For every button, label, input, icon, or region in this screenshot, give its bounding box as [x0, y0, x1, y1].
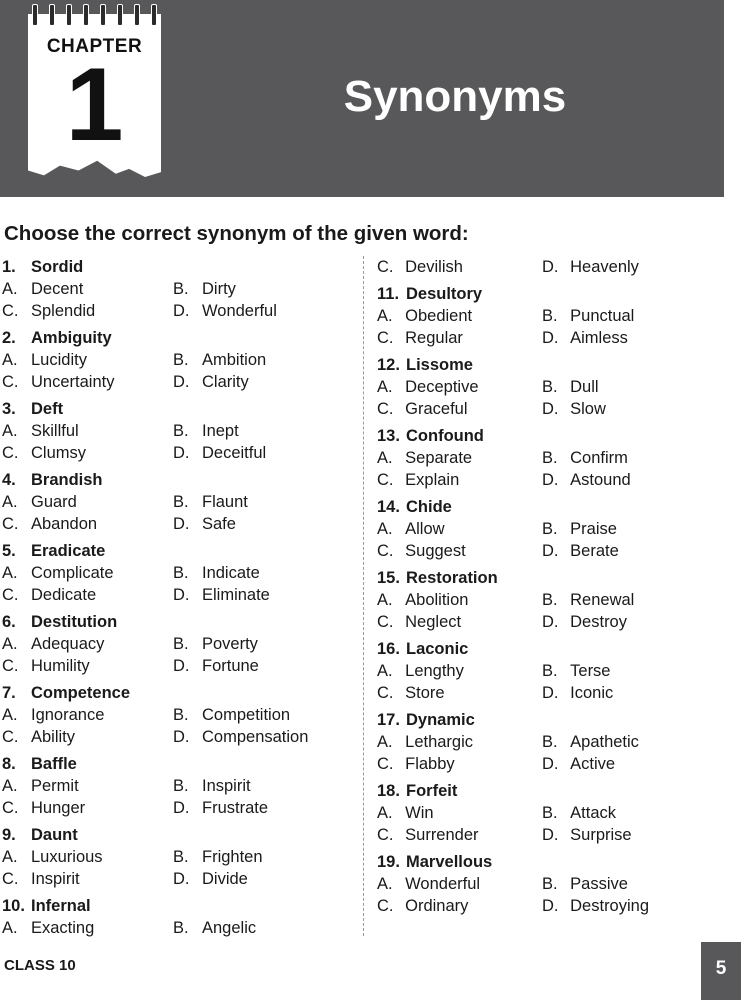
question-head [2, 895, 354, 917]
option-letter: A. [377, 519, 393, 538]
option-text: Dedicate [31, 585, 97, 604]
option-row [2, 797, 354, 819]
option-letter: C. [2, 656, 19, 675]
option-letter: A. [377, 590, 393, 609]
question-number: 12. [377, 355, 400, 374]
question-word: Confound [406, 426, 484, 445]
option-letter: A. [2, 492, 18, 511]
option-text: Attack [570, 803, 616, 822]
option-letter: B. [542, 448, 558, 467]
option-row [2, 562, 354, 584]
option-text: Punctual [570, 306, 635, 325]
option-text: Indicate [202, 563, 260, 582]
question-head [377, 780, 707, 802]
class-label: CLASS 10 [4, 957, 76, 974]
option-letter: A. [2, 776, 18, 795]
option-letter: C. [377, 612, 394, 631]
question-item [377, 709, 707, 775]
question-word: Baffle [31, 754, 77, 773]
option-row [377, 589, 707, 611]
option-text: Surprise [570, 825, 632, 844]
question-number: 1. [2, 257, 16, 276]
option-letter: D. [173, 301, 190, 320]
question-word: Infernal [31, 896, 91, 915]
option-text: Regular [405, 328, 463, 347]
option-text: Inept [202, 421, 239, 440]
option-letter: D. [173, 443, 190, 462]
option-letter: A. [2, 279, 18, 298]
option-row [377, 469, 707, 491]
option-text: Surrender [405, 825, 479, 844]
option-text: Store [405, 683, 445, 702]
question-head [2, 682, 354, 704]
question-head [377, 638, 707, 660]
option-letter: B. [542, 590, 558, 609]
option-text: Suggest [405, 541, 466, 560]
question-head [377, 283, 707, 305]
option-text: Renewal [570, 590, 635, 609]
question-head [377, 709, 707, 731]
option-text: Eliminate [202, 585, 270, 604]
option-letter: D. [173, 798, 190, 817]
question-item [2, 753, 354, 819]
option-row [377, 305, 707, 327]
option-text: Separate [405, 448, 473, 467]
option-text: Skillful [31, 421, 79, 440]
option-text: Ambition [202, 350, 267, 369]
option-letter: B. [173, 492, 189, 511]
option-text: Flabby [405, 754, 455, 773]
question-head [377, 425, 707, 447]
option-row [377, 540, 707, 562]
question-number: 9. [2, 825, 16, 844]
question-word: Ambiguity [31, 328, 112, 347]
option-text: Complicate [31, 563, 114, 582]
option-text: Win [405, 803, 434, 822]
question-head [2, 753, 354, 775]
option-text: Divide [202, 869, 248, 888]
option-text: Neglect [405, 612, 462, 631]
question-item [2, 682, 354, 748]
option-letter: A. [2, 563, 18, 582]
option-letter: A. [377, 377, 393, 396]
option-text: Adequacy [31, 634, 105, 653]
option-text: Deceptive [405, 377, 479, 396]
option-row [2, 349, 354, 371]
option-row [377, 873, 707, 895]
question-item [2, 256, 354, 322]
option-letter: B. [173, 776, 189, 795]
option-text: Permit [31, 776, 79, 795]
option-letter: A. [2, 421, 18, 440]
question-word: Brandish [31, 470, 103, 489]
option-text: Safe [202, 514, 236, 533]
option-text: Explain [405, 470, 460, 489]
option-letter: D. [542, 683, 559, 702]
option-letter: D. [542, 825, 559, 844]
option-text: Abandon [31, 514, 98, 533]
option-letter: B. [542, 519, 558, 538]
notepad-rings-icon [32, 4, 157, 26]
option-letter: C. [2, 585, 19, 604]
option-letter: B. [542, 732, 558, 751]
option-letter: A. [377, 448, 393, 467]
question-number: 11. [377, 284, 400, 303]
question-number: 2. [2, 328, 16, 347]
option-text: Luxurious [31, 847, 103, 866]
option-letter: B. [542, 803, 558, 822]
question-item [2, 327, 354, 393]
question-number: 19. [377, 852, 400, 871]
question-head [2, 611, 354, 633]
option-letter: C. [377, 399, 394, 418]
option-text: Heavenly [570, 257, 639, 276]
option-text: Active [570, 754, 616, 773]
question-item [377, 567, 707, 633]
option-row [2, 704, 354, 726]
instruction-heading: Choose the correct synonym of the given word: [4, 222, 469, 245]
option-letter: A. [2, 847, 18, 866]
option-text: Competition [202, 705, 291, 724]
option-letter: C. [2, 443, 19, 462]
option-text: Astound [570, 470, 631, 489]
question-number: 4. [2, 470, 16, 489]
option-text: Passive [570, 874, 628, 893]
option-text: Frustrate [202, 798, 269, 817]
option-letter: C. [2, 727, 19, 746]
option-row [377, 682, 707, 704]
questions-left-column [2, 256, 354, 944]
question-number: 16. [377, 639, 400, 658]
option-row [377, 731, 707, 753]
option-letter: A. [2, 634, 18, 653]
option-text: Frighten [202, 847, 263, 866]
chapter-label: CHAPTER [46, 36, 143, 57]
option-text: Wonderful [202, 301, 277, 320]
question-word: Deft [31, 399, 64, 418]
option-letter: C. [377, 541, 394, 560]
question-number: 17. [377, 710, 400, 729]
option-row [377, 398, 707, 420]
question-item [377, 425, 707, 491]
question-word: Restoration [406, 568, 498, 587]
option-letter: D. [173, 869, 190, 888]
option-text: Slow [570, 399, 606, 418]
option-letter: C. [2, 372, 19, 391]
option-row [377, 895, 707, 917]
option-text: Humility [31, 656, 90, 675]
option-text: Terse [570, 661, 611, 680]
option-letter: D. [542, 896, 559, 915]
option-row [2, 278, 354, 300]
question-number: 10. [2, 896, 25, 915]
question-word: Competence [31, 683, 131, 702]
question-item [2, 469, 354, 535]
question-number: 3. [2, 399, 16, 418]
question-item [2, 540, 354, 606]
option-letter: C. [377, 825, 394, 844]
question-number: 14. [377, 497, 400, 516]
option-letter: D. [173, 656, 190, 675]
question-head [377, 354, 707, 376]
option-letter: C. [2, 301, 19, 320]
option-row [2, 775, 354, 797]
question-word: Destitution [31, 612, 118, 631]
question-head [377, 496, 707, 518]
option-letter: B. [542, 661, 558, 680]
option-letter: D. [173, 585, 190, 604]
option-letter: B. [173, 421, 189, 440]
question-item [377, 283, 707, 349]
option-letter: C. [2, 869, 19, 888]
option-text: Destroy [570, 612, 627, 631]
option-letter: D. [542, 257, 559, 276]
option-row [377, 256, 707, 278]
option-text: Destroying [570, 896, 650, 915]
option-row [377, 447, 707, 469]
question-word: Desultory [406, 284, 483, 303]
question-number: 7. [2, 683, 16, 702]
option-letter: D. [173, 514, 190, 533]
option-text: Ability [31, 727, 76, 746]
option-letter: D. [542, 399, 559, 418]
question-word: Daunt [31, 825, 78, 844]
option-row [2, 300, 354, 322]
option-text: Flaunt [202, 492, 248, 511]
option-letter: D. [542, 328, 559, 347]
option-text: Inspirit [202, 776, 251, 795]
option-letter: B. [173, 705, 189, 724]
page-number: 5 [715, 958, 727, 979]
question-word: Eradicate [31, 541, 106, 560]
option-text: Dull [570, 377, 599, 396]
option-text: Praise [570, 519, 617, 538]
option-letter: C. [2, 798, 19, 817]
option-row [2, 633, 354, 655]
option-letter: C. [377, 257, 394, 276]
question-word: Forfeit [406, 781, 458, 800]
option-text: Exacting [31, 918, 95, 937]
question-item [377, 638, 707, 704]
question-number: 13. [377, 426, 400, 445]
chapter-number: 1 [65, 47, 124, 163]
question-word: Laconic [406, 639, 469, 658]
option-row [2, 420, 354, 442]
option-row [2, 917, 354, 939]
option-text: Dirty [202, 279, 236, 298]
option-row [377, 611, 707, 633]
question-item [377, 780, 707, 846]
option-letter: B. [173, 918, 189, 937]
option-text: Decent [31, 279, 84, 298]
option-row [377, 824, 707, 846]
option-letter: A. [377, 661, 393, 680]
question-number: 5. [2, 541, 16, 560]
option-letter: A. [377, 874, 393, 893]
option-text: Lethargic [405, 732, 474, 751]
question-head [2, 540, 354, 562]
option-text: Confirm [570, 448, 628, 467]
option-text: Hunger [31, 798, 86, 817]
option-row [2, 846, 354, 868]
option-letter: A. [377, 306, 393, 325]
option-text: Berate [570, 541, 619, 560]
option-text: Lengthy [405, 661, 464, 680]
option-row [2, 868, 354, 890]
page-title: Synonyms [343, 72, 567, 121]
option-letter: C. [377, 754, 394, 773]
questions-right-column [377, 256, 707, 922]
option-text: Ordinary [405, 896, 469, 915]
option-letter: B. [542, 377, 558, 396]
option-text: Devilish [405, 257, 463, 276]
option-text: Clumsy [31, 443, 87, 462]
option-row [377, 660, 707, 682]
option-text: Graceful [405, 399, 468, 418]
option-text: Angelic [202, 918, 257, 937]
question-head [377, 851, 707, 873]
question-number: 8. [2, 754, 16, 773]
option-text: Fortune [202, 656, 259, 675]
option-letter: D. [542, 754, 559, 773]
option-text: Obedient [405, 306, 473, 325]
option-row [2, 513, 354, 535]
option-row [2, 655, 354, 677]
option-text: Uncertainty [31, 372, 115, 391]
question-item [377, 354, 707, 420]
question-item [2, 398, 354, 464]
option-text: Deceitful [202, 443, 267, 462]
option-letter: A. [377, 732, 393, 751]
question-item [2, 611, 354, 677]
option-text: Wonderful [405, 874, 481, 893]
option-letter: D. [173, 372, 190, 391]
question-head [2, 398, 354, 420]
option-letter: B. [173, 563, 189, 582]
option-letter: B. [173, 279, 189, 298]
option-letter: A. [2, 350, 18, 369]
option-text: Iconic [570, 683, 614, 702]
question-item [377, 851, 707, 917]
option-text: Apathetic [570, 732, 639, 751]
question-item [2, 824, 354, 890]
question-number: 15. [377, 568, 400, 587]
option-row [377, 753, 707, 775]
question-head [377, 567, 707, 589]
question-word: Lissome [406, 355, 473, 374]
option-row [2, 726, 354, 748]
option-letter: D. [173, 727, 190, 746]
option-row [377, 327, 707, 349]
question-word: Chide [406, 497, 452, 516]
option-letter: A. [377, 803, 393, 822]
option-letter: B. [173, 350, 189, 369]
option-text: Allow [405, 519, 445, 538]
option-letter: C. [377, 470, 394, 489]
option-letter: B. [173, 634, 189, 653]
option-text: Poverty [202, 634, 258, 653]
option-text: Aimless [570, 328, 628, 347]
option-letter: C. [2, 514, 19, 533]
question-word: Dynamic [406, 710, 475, 729]
question-item [377, 496, 707, 562]
question-word: Sordid [31, 257, 84, 276]
option-row [377, 518, 707, 540]
question-head [2, 469, 354, 491]
question-word: Marvellous [406, 852, 493, 871]
question-number: 6. [2, 612, 16, 631]
option-text: Lucidity [31, 350, 87, 369]
question-item [2, 895, 354, 939]
option-text: Compensation [202, 727, 309, 746]
option-text: Inspirit [31, 869, 80, 888]
column-divider [363, 256, 364, 936]
option-letter: D. [542, 541, 559, 560]
option-letter: C. [377, 328, 394, 347]
option-row [2, 442, 354, 464]
option-row [2, 491, 354, 513]
question-head [2, 824, 354, 846]
option-letter: D. [542, 612, 559, 631]
question-head [2, 256, 354, 278]
option-letter: B. [542, 874, 558, 893]
option-letter: B. [542, 306, 558, 325]
option-letter: B. [173, 847, 189, 866]
option-text: Ignorance [31, 705, 105, 724]
question-number: 18. [377, 781, 400, 800]
option-row [377, 376, 707, 398]
option-row [377, 802, 707, 824]
question-head [2, 327, 354, 349]
option-text: Guard [31, 492, 77, 511]
option-letter: C. [377, 896, 394, 915]
option-row [2, 371, 354, 393]
option-letter: C. [377, 683, 394, 702]
option-letter: D. [542, 470, 559, 489]
option-letter: A. [2, 918, 18, 937]
option-text: Clarity [202, 372, 249, 391]
option-text: Abolition [405, 590, 469, 609]
option-letter: A. [2, 705, 18, 724]
option-row [2, 584, 354, 606]
option-text: Splendid [31, 301, 96, 320]
